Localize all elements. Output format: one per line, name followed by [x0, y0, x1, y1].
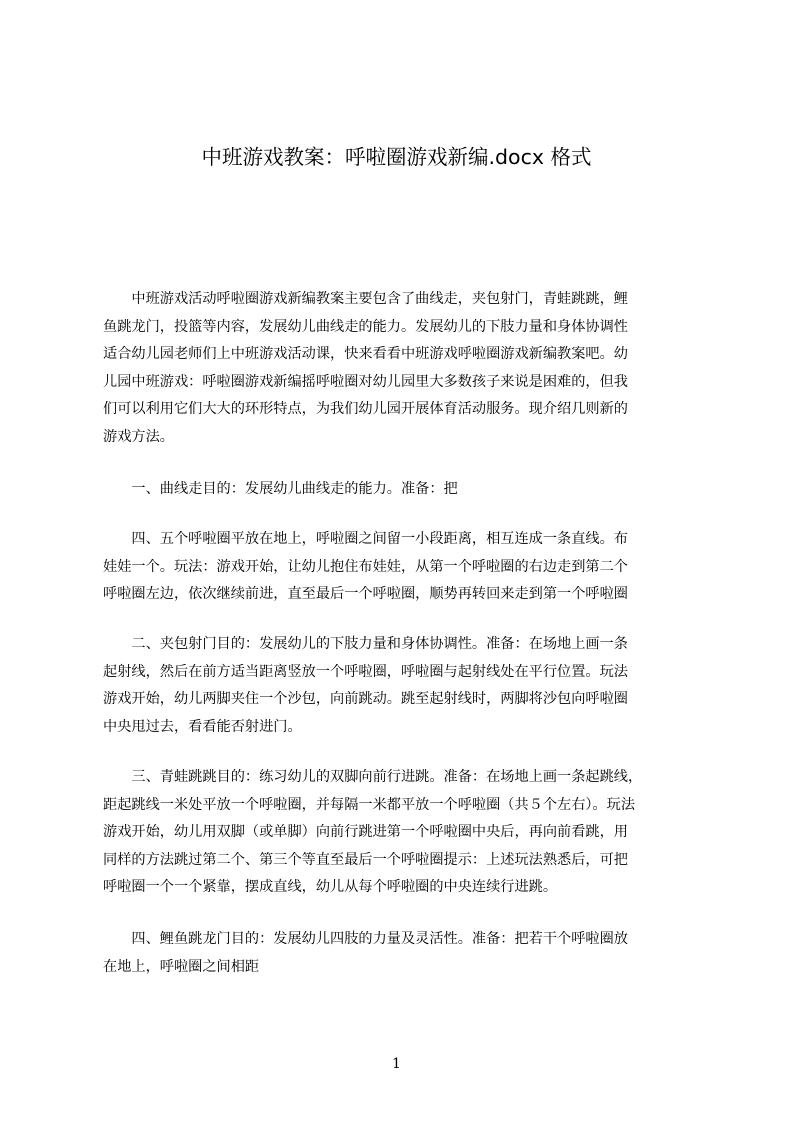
- text-line: 四、五个呼啦圈平放在地上，呼啦圈之间留一小段距离，相互连成一条直线。布: [103, 531, 628, 547]
- paragraph-intro: [103, 286, 700, 451]
- text-line: 四、鲤鱼跳龙门目的：发展幼儿四肢的力量及灵活性。准备：把若干个呼啦圈放: [103, 931, 628, 947]
- text-line: 游戏开始，幼儿两脚夹住一个沙包，向前跳动。跳至起射线时，两脚将沙包向呼啦圈: [103, 691, 628, 707]
- text-line: 游戏开始，幼儿用双脚（或单脚）向前行跳进第一个呼啦圈中央后，再向前看跳，用: [103, 824, 628, 840]
- text-line: 中央甩过去，看看能否射进门。: [103, 718, 302, 735]
- text-line: 同样的方法跳过第二个、第三个等直至最后一个呼啦圈提示：上述玩法熟悉后，可把: [103, 851, 628, 868]
- paragraph-carp-dragon-gate: [103, 926, 700, 981]
- text-line: 呼啦圈一个一个紧靠，摆成直线，幼儿从每个呼啦圈的中央连续行进跳。: [103, 879, 558, 895]
- text-line: 距起跳线一米处平放一个呼啦圈，并每隔一米都平放一个呼啦圈（共５个左右）。玩法: [103, 796, 636, 813]
- text-line: 鱼跳龙门，投篮等内容，发展幼儿曲线走的能力。发展幼儿的下肢力量和身体协调性: [103, 318, 628, 335]
- text-line: 呼啦圈左边，依次继续前进，直至最后一个呼啦圈，顺势再转回来走到第一个呼啦圈: [103, 586, 628, 602]
- text-line: 游戏方法。: [103, 428, 174, 445]
- document-title: 中班游戏教案：呼啦圈游戏新编.docx 格式: [201, 145, 592, 169]
- text-line: 起射线，然后在前方适当距离竖放一个呼啦圈，呼啦圈与起射线处在平行位置。玩法: [103, 663, 628, 680]
- page-number: 1: [392, 1056, 401, 1072]
- text-line: 中班游戏活动呼啦圈游戏新编教案主要包含了曲线走，夹包射门，青蛙跳跳，鲤: [103, 291, 628, 307]
- paragraph-hoop-layout: [103, 526, 700, 609]
- paragraph-curve-walk: [103, 476, 700, 504]
- text-line: 一、曲线走目的：发展幼儿曲线走的能力。准备：把: [103, 481, 458, 497]
- text-line: 们可以利用它们大大的环形特点，为我们幼儿园开展体育活动服务。现介绍几则新的: [103, 401, 628, 417]
- paragraph-frog-jump: [103, 764, 700, 902]
- paragraph-clamp-bag-shoot: [103, 631, 700, 741]
- text-line: 适合幼儿园老师们上中班游戏活动课，快来看看中班游戏呼啦圈游戏新编教案吧。幼: [103, 346, 628, 362]
- text-line: 在地上，呼啦圈之间相距: [103, 958, 260, 975]
- text-line: 儿园中班游戏：呼啦圈游戏新编摇呼啦圈对幼儿园里大多数孩子来说是困难的，但我: [103, 373, 628, 390]
- text-line: 二、夹包射门目的：发展幼儿的下肢力量和身体协调性。准备：在场地上画一条: [103, 636, 628, 652]
- text-line: 娃娃一个。玩法：游戏开始，让幼儿抱住布娃娃，从第一个呼啦圈的右边走到第二个: [103, 558, 628, 575]
- text-line: 三、青蛙跳跳目的：练习幼儿的双脚向前行进跳。准备：在场地上画一条起跳线，: [103, 769, 643, 785]
